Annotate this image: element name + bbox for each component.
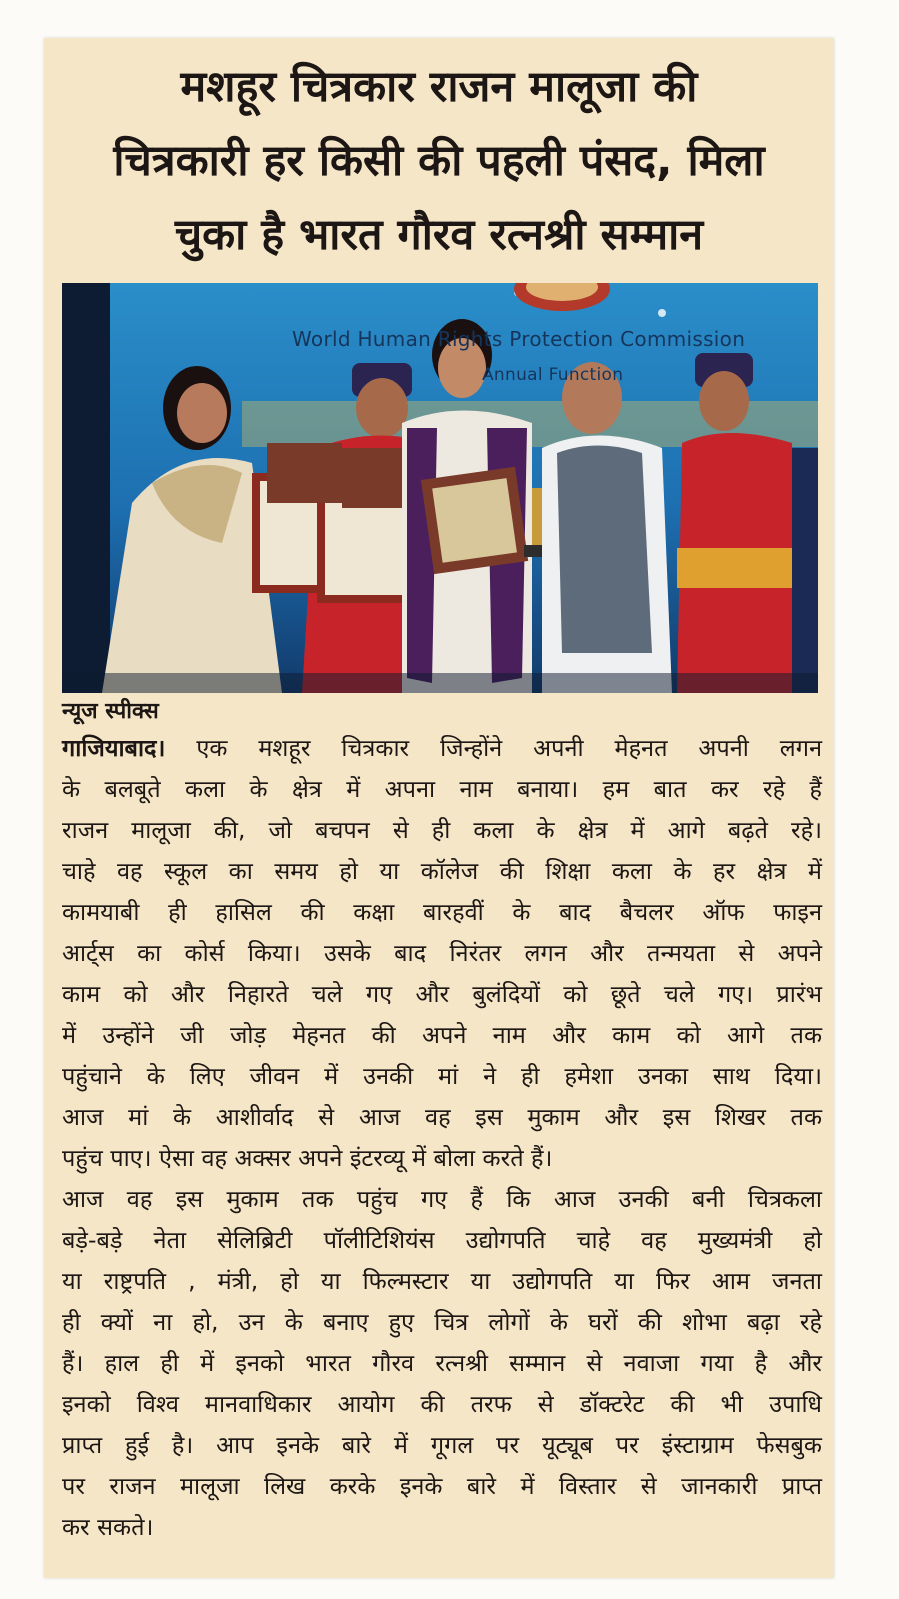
headline-line: चुका है भारत गौरव रत्नश्री सम्मान (174, 210, 704, 260)
article-line: बड़े-बड़े नेता सेलिब्रिटी पॉलीटिशियंस उद्योगपति चाहे वह मुख्यमंत्री हो (62, 1226, 822, 1254)
award-ceremony-photo (62, 283, 818, 693)
headline (54, 50, 824, 272)
article-line: काम को और निहारते चले गए और बुलंदियों को छूते चले गए। प्रारंभ (62, 980, 822, 1008)
article-line: आज मां के आशीर्वाद से आज वह इस मुकाम और इस शिखर तक (62, 1103, 822, 1131)
article-body (62, 728, 822, 1548)
newspaper-clipping (44, 38, 834, 1578)
article-line: गाजियाबाद। एक मशहूर चित्रकार जिन्होंने अपनी मेहनत अपनी लगन (62, 734, 822, 762)
article-line: हैं। हाल ही में इनको भारत गौरव रत्नश्री सम्मान से नवाजा गया है और (62, 1349, 822, 1377)
banner-text: World Human Rights Protection Commission (292, 327, 746, 351)
article-line: ही क्यों ना हो, उन के बनाए हुए चित्र लोगों के घरों की शोभा बढ़ा रहे (62, 1308, 822, 1336)
article-line: के बलबूते कला के क्षेत्र में अपना नाम बनाया। हम बात कर रहे हैं (62, 775, 822, 803)
article-line: प्राप्त हुई है। आप इनके बारे में गूगल पर यूट्यूब पर इंस्टाग्राम फेसबुक (62, 1431, 822, 1459)
article-line: राजन मालूजा की, जो बचपन से ही कला के क्षेत्र में आगे बढ़ते रहे। (62, 816, 822, 844)
article (62, 696, 822, 1548)
article-line: या राष्ट्रपति , मंत्री, हो या फिल्मस्टार या उद्योगपति या फिर आम जनता (62, 1267, 822, 1295)
article-line: चाहे वह स्कूल का समय हो या कॉलेज की शिक्षा कला के हर क्षेत्र में (62, 857, 822, 885)
article-line: में उन्होंने जी जोड़ मेहनत की अपने नाम और काम को आगे तक (62, 1021, 822, 1049)
byline: न्यूज स्पीक्स (62, 699, 159, 724)
article-line: पहुंच पाए। ऐसा वह अक्सर अपने इंटरव्यू में बोला करते हैं। (62, 1144, 553, 1172)
article-line: इनको विश्व मानवाधिकार आयोग की तरफ से डॉक्टरेट की भी उपाधि (62, 1390, 822, 1418)
article-line: आर्ट्स का कोर्स किया। उसके बाद निरंतर लगन और तन्मयता से अपने (62, 939, 822, 967)
dateline: गाजियाबाद। (62, 734, 166, 762)
article-line: पहुंचाने के लिए जीवन में उनकी मां ने ही हमेशा उनका साथ दिया। (62, 1062, 822, 1090)
headline-line: मशहूर चित्रकार राजन मालूजा की (180, 62, 698, 112)
headline-line: चित्रकारी हर किसी की पहली पंसद, मिला (113, 136, 765, 186)
article-line: कर सकते। (62, 1513, 154, 1541)
article-line: कामयाबी ही हासिल की कक्षा बारहवीं के बाद बैचलर ऑफ फाइन (62, 898, 822, 926)
article-line: आज वह इस मुकाम तक पहुंच गए हैं कि आज उनकी बनी चित्रकला (62, 1185, 822, 1213)
article-line: पर राजन मालूजा लिख करके इनके बारे में विस्तार से जानकारी प्राप्त (62, 1472, 822, 1500)
sub-banner-text: Annual Function (482, 365, 624, 385)
